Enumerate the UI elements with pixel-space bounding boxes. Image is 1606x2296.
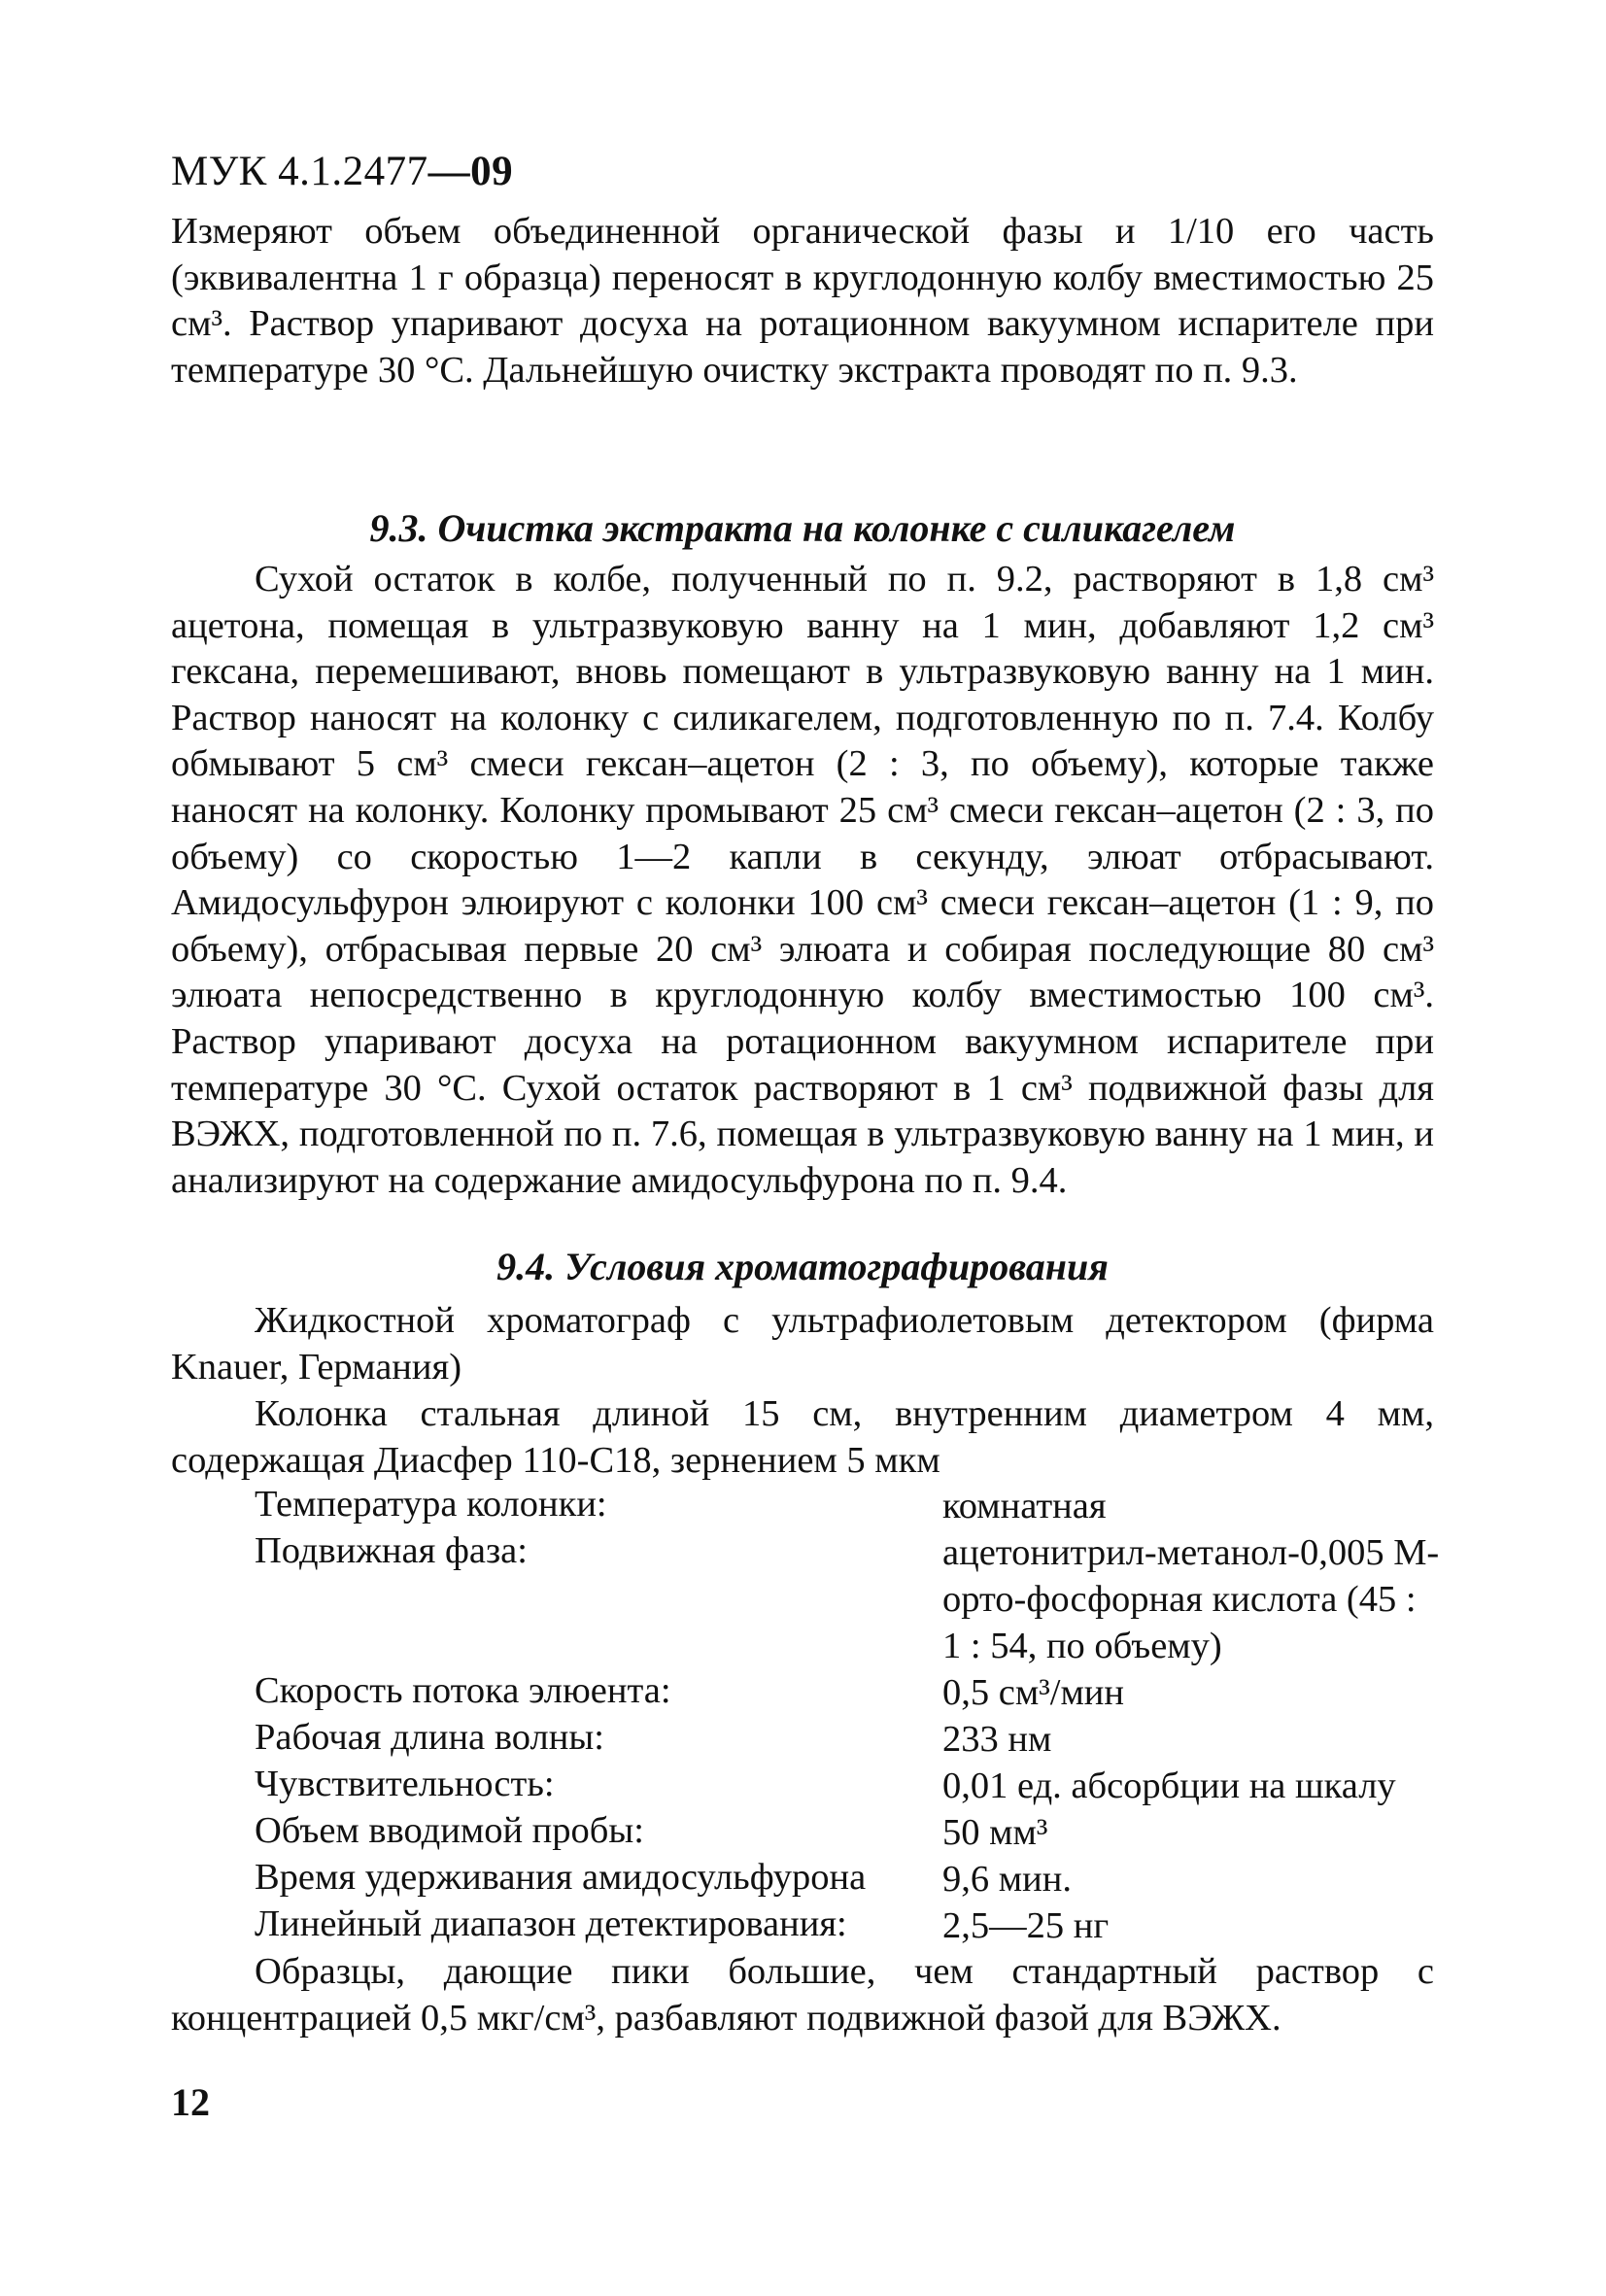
document-code-prefix: МУК 4.1.2477 <box>171 149 428 194</box>
param-name: Чувствительность: <box>255 1764 555 1804</box>
paragraph-column-spec: Колонка стальная длиной 15 см, внутренним диаметром 4 мм, содержащая Диасфер 110-С18, зернением 5 мкм <box>171 1393 1434 1481</box>
paragraph-dilution-note: Образцы, дающие пики большие, чем стандартный раствор с концентрацией 0,5 мкг/см³, разбавляют подвижной фазой для ВЭЖХ. <box>171 1951 1434 2039</box>
param-value: 2,5—25 нг <box>942 1905 1110 1946</box>
param-value: 0,5 см³/мин <box>942 1672 1125 1713</box>
document-code-suffix: —09 <box>427 149 514 194</box>
param-name: Рабочая длина волны: <box>255 1717 604 1758</box>
section-heading-9-4: 9.4. Условия хроматографирования <box>496 1245 1109 1288</box>
param-name: Скорость потока элюента: <box>255 1670 671 1711</box>
param-name: Подвижная фаза: <box>255 1530 528 1571</box>
section-heading-9-3: 9.3. Очистка экстракта на колонке с силикагелем <box>369 506 1236 550</box>
paragraph-column-cleanup: Сухой остаток в колбе, полученный по п. 9.2, растворяют в 1,8 см³ ацетона, помещая в ультразвуковую ванну на 1 мин, добавляют 1,2 см³ гексана, перемешивают, вновь помещают в ультразвуковую ванну на 1 мин. Раствор наносят на колонку с силикагелем, подготовленную по п. 7.4. Колбу обмывают 5 см³ смеси гексан–ацетон (2 : 3, по объему), которые также наносят на колонку. Колонку промывают 25 см³ смеси гексан–ацетон (2 : 3, по объему) со скоростью 1—2 капли в секунду, элюат отбрасывают. Амидосульфурон элюируют с колонки 100 см³ смеси гексан–ацетон (1 : 9, по объему), отбрасывая первые 20 см³ элюата и собирая последующие 80 см³ элюата непосредственно в круглодонную колбу вместимостью 100 см³. Раствор упаривают досуха на ротационном вакуумном испарителе при температуре 30 °С. Сухой остаток растворяют в 1 см³ подвижной фазы для ВЭЖХ, подготовленной по п. 7.6, помещая в ультразвуковую ванну на 1 мин, и анализируют на содержание амидосульфурона по п. 9.4. <box>171 559 1434 1201</box>
param-value: 233 нм <box>942 1719 1052 1760</box>
paragraph-chromatograph: Жидкостной хроматограф с ультрафиолетовым детектором (фирма Knauer, Германия) <box>171 1300 1434 1388</box>
document-code <box>171 148 513 195</box>
param-value: 50 мм³ <box>942 1812 1048 1853</box>
paragraph-extract-volume: Измеряют объем объединенной органической фазы и 1/10 его часть (эквивалентна 1 г образца) переносят в круглодонную колбу вместимостью 25 см³. Раствор упаривают досуха на ротационном вакуумном испарителе при температуре 30 °С. Дальнейшую очистку экстракта проводят по п. 9.3. <box>171 211 1434 391</box>
param-name: Линейный диапазон детектирования: <box>255 1903 847 1944</box>
param-value: 0,01 ед. абсорбции на шкалу <box>942 1765 1396 1806</box>
param-value: комнатная <box>942 1486 1107 1526</box>
param-value: ацетонитрил-метанол-0,005 М-орто-фосфорная кислота (45 : 1 : 54, по объему) <box>942 1532 1440 1666</box>
param-value: 9,6 мин. <box>942 1859 1072 1900</box>
page-number: 12 <box>171 2080 210 2124</box>
param-name: Время удерживания амидосульфурона <box>255 1857 867 1898</box>
param-name: Объем вводимой пробы: <box>255 1810 644 1851</box>
param-name: Температура колонки: <box>255 1484 607 1525</box>
